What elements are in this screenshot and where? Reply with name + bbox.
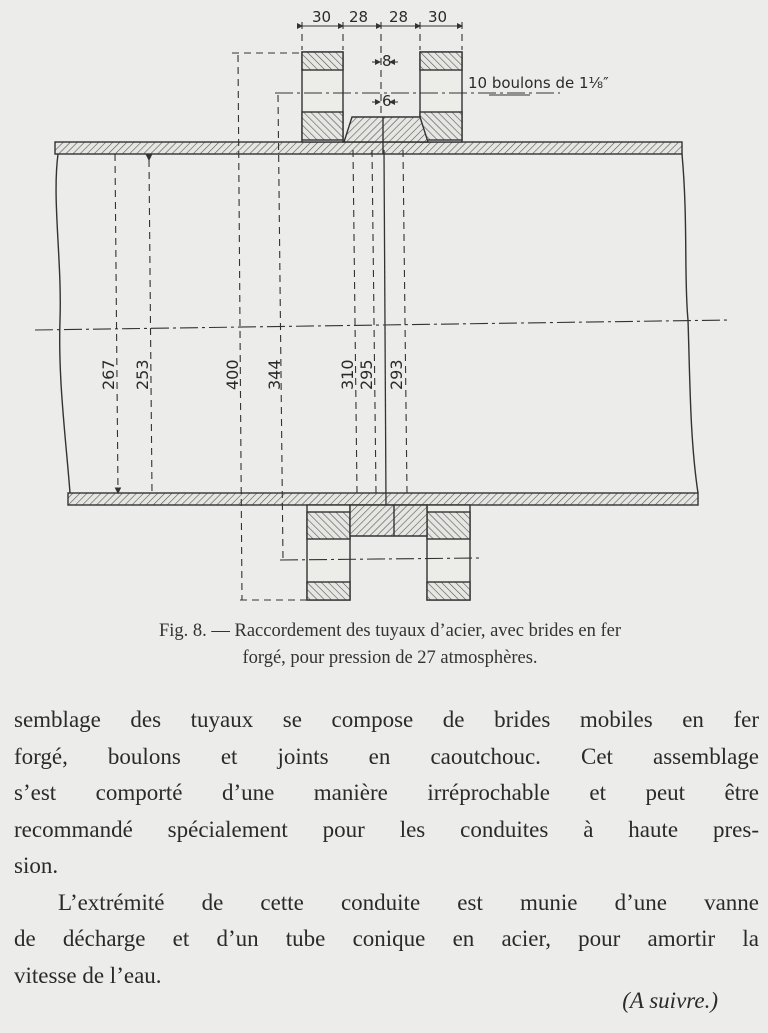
paragraph-1-line: forgé, boulons et joints en caoutchouc. Cet assemblage — [14, 743, 759, 769]
paragraph-2-line: de décharge et d’un tube conique en acier, pour amortir la — [14, 926, 759, 951]
dim-diameter-293: 293 — [387, 359, 406, 390]
dim-gap-6: 6 — [382, 92, 392, 110]
dim-collar-right: 28 — [389, 8, 409, 26]
dim-diameter-310: 310 — [338, 359, 357, 390]
paragraph-1-line: semblage des tuyaux se compose de brides mobiles en fer — [14, 707, 759, 732]
dim-flange-left: 30 — [312, 8, 332, 26]
paragraph-1-line: recommandé spécialement pour les conduites à haute pres- — [14, 816, 759, 842]
paragraph-2-line: vitesse de l’eau. — [14, 962, 162, 988]
dim-diameter-295: 295 — [357, 359, 376, 390]
pipe-axis — [35, 320, 730, 330]
caption-line-1: Fig. 8. — Raccordement des tuyaux d’acier, avec brides en fer — [158, 621, 622, 641]
pipe-wall-bottom — [68, 493, 698, 505]
pipe-break-right — [682, 154, 698, 493]
paragraph-2-line: L’extrémité de cette conduite est munie d’une vanne — [58, 889, 759, 915]
caption-line-2: forgé, pour pression de 27 atmosphères. — [242, 648, 538, 668]
paragraph-1-line: s’est comporté d’une manière irréprochable et peut être — [14, 780, 759, 805]
body-text — [14, 702, 759, 994]
collar-bottom — [350, 505, 427, 536]
dim-flange-right: 30 — [428, 8, 448, 26]
pipe-break-left — [56, 154, 70, 493]
continuation-note: (A suivre.) — [622, 988, 718, 1013]
dim-collar-left: 28 — [349, 8, 369, 26]
dim-diameter-344: 344 — [265, 359, 284, 390]
dim-diameter-267: 267 — [99, 359, 118, 390]
paragraph-1-line: sion. — [14, 853, 59, 878]
dim-diameter-253: 253 — [133, 359, 152, 390]
pipe-wall-top — [55, 142, 682, 154]
figure-caption — [30, 618, 750, 672]
collar-top — [344, 117, 428, 142]
dim-diameter-400: 400 — [223, 359, 242, 390]
dim-gap-8: 8 — [382, 52, 392, 70]
bolts-note: 10 boulons de 1⅛″ — [468, 74, 609, 92]
